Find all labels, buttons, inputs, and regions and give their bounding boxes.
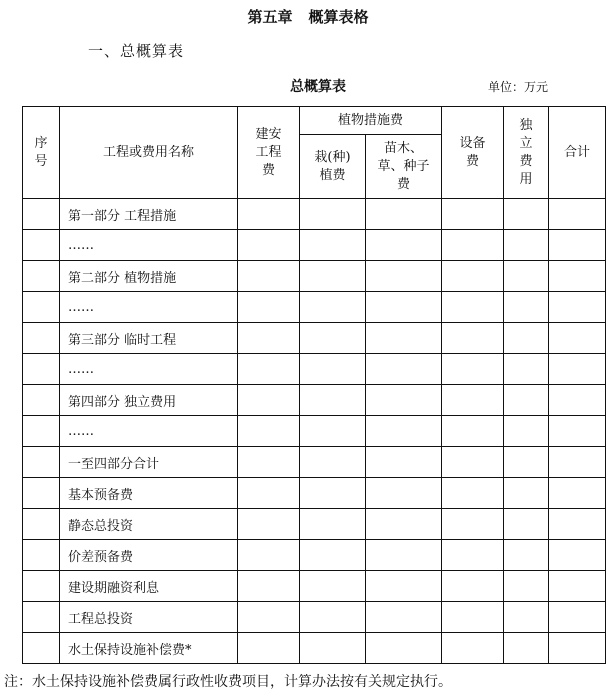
empty-cell xyxy=(300,261,366,292)
row-name: 第三部分 临时工程 xyxy=(60,323,238,354)
section-title: 一、总概算表 xyxy=(88,42,185,60)
empty-cell xyxy=(442,633,504,664)
empty-cell xyxy=(442,323,504,354)
empty-cell xyxy=(238,292,300,323)
row-name: 第一部分 工程措施 xyxy=(60,199,238,230)
header-name: 工程或费用名称 xyxy=(60,107,238,199)
header-total: 合计 xyxy=(549,107,606,199)
row-name: 一至四部分合计 xyxy=(60,447,238,478)
empty-cell xyxy=(300,230,366,261)
header-seq-text: 序号 xyxy=(34,135,48,169)
empty-cell xyxy=(504,230,549,261)
empty-cell xyxy=(504,571,549,602)
row-name: 水土保持设施补偿费* xyxy=(60,633,238,664)
empty-cell xyxy=(366,478,442,509)
empty-cell xyxy=(442,230,504,261)
table-row xyxy=(23,509,606,540)
empty-cell xyxy=(442,261,504,292)
empty-cell xyxy=(366,602,442,633)
empty-cell xyxy=(23,385,60,416)
header-equipment-text: 设备费 xyxy=(459,135,486,169)
empty-cell xyxy=(366,323,442,354)
table-row xyxy=(23,540,606,571)
empty-cell xyxy=(442,385,504,416)
empty-cell xyxy=(504,633,549,664)
empty-cell xyxy=(366,540,442,571)
empty-cell xyxy=(366,509,442,540)
empty-cell xyxy=(366,571,442,602)
empty-cell xyxy=(442,199,504,230)
empty-cell xyxy=(23,540,60,571)
row-name: 静态总投资 xyxy=(60,509,238,540)
empty-cell xyxy=(238,602,300,633)
empty-cell xyxy=(23,602,60,633)
table-row xyxy=(23,633,606,664)
empty-cell xyxy=(366,447,442,478)
empty-cell xyxy=(366,385,442,416)
empty-cell xyxy=(504,385,549,416)
empty-cell xyxy=(23,633,60,664)
header-independent-text: 独立费用 xyxy=(519,117,533,187)
table-row xyxy=(23,447,606,478)
empty-cell xyxy=(300,354,366,385)
empty-cell xyxy=(23,416,60,447)
empty-cell xyxy=(504,602,549,633)
empty-cell xyxy=(23,447,60,478)
empty-cell xyxy=(366,633,442,664)
empty-cell xyxy=(549,199,606,230)
header-independent xyxy=(504,107,549,199)
header-seedling-text: 苗木、草、种子费 xyxy=(377,140,430,192)
empty-cell xyxy=(366,354,442,385)
table-row xyxy=(23,354,606,385)
empty-cell xyxy=(549,354,606,385)
empty-cell xyxy=(238,323,300,354)
header-seq xyxy=(23,107,60,199)
empty-cell xyxy=(23,199,60,230)
empty-cell xyxy=(300,633,366,664)
empty-cell xyxy=(504,509,549,540)
row-name: 第二部分 植物措施 xyxy=(60,261,238,292)
row-name: …… xyxy=(60,416,238,447)
row-name: 工程总投资 xyxy=(60,602,238,633)
footnote: 注：水土保持设施补偿费属行政性收费项目，计算办法按有关规定执行。 xyxy=(4,674,452,690)
empty-cell xyxy=(23,478,60,509)
empty-cell xyxy=(504,447,549,478)
table-row xyxy=(23,602,606,633)
empty-cell xyxy=(549,447,606,478)
chapter-label: 第五章 xyxy=(247,8,293,26)
empty-cell xyxy=(238,354,300,385)
table-row xyxy=(23,323,606,354)
empty-cell xyxy=(442,478,504,509)
empty-cell xyxy=(442,416,504,447)
row-name: 第四部分 独立费用 xyxy=(60,385,238,416)
row-name: 基本预备费 xyxy=(60,478,238,509)
empty-cell xyxy=(442,602,504,633)
row-name: 价差预备费 xyxy=(60,540,238,571)
empty-cell xyxy=(23,571,60,602)
budget-table xyxy=(22,106,606,664)
empty-cell xyxy=(23,509,60,540)
empty-cell xyxy=(238,633,300,664)
header-seedling xyxy=(366,135,442,199)
empty-cell xyxy=(300,447,366,478)
row-name: …… xyxy=(60,354,238,385)
empty-cell xyxy=(238,199,300,230)
table-row xyxy=(23,416,606,447)
table-row xyxy=(23,199,606,230)
empty-cell xyxy=(23,323,60,354)
empty-cell xyxy=(23,230,60,261)
empty-cell xyxy=(23,261,60,292)
empty-cell xyxy=(300,416,366,447)
header-planting xyxy=(300,135,366,199)
empty-cell xyxy=(504,323,549,354)
empty-cell xyxy=(504,416,549,447)
header-construction xyxy=(238,107,300,199)
empty-cell xyxy=(300,509,366,540)
empty-cell xyxy=(366,230,442,261)
empty-cell xyxy=(300,385,366,416)
empty-cell xyxy=(300,478,366,509)
table-row xyxy=(23,261,606,292)
empty-cell xyxy=(23,292,60,323)
empty-cell xyxy=(300,292,366,323)
table-row xyxy=(23,292,606,323)
table-row xyxy=(23,478,606,509)
empty-cell xyxy=(238,230,300,261)
empty-cell xyxy=(366,199,442,230)
header-plant-group: 植物措施费 xyxy=(300,107,442,135)
empty-cell xyxy=(366,261,442,292)
empty-cell xyxy=(238,447,300,478)
row-name: …… xyxy=(60,230,238,261)
empty-cell xyxy=(442,354,504,385)
row-name: 建设期融资利息 xyxy=(60,571,238,602)
empty-cell xyxy=(549,478,606,509)
empty-cell xyxy=(442,447,504,478)
empty-cell xyxy=(549,540,606,571)
empty-cell xyxy=(23,354,60,385)
empty-cell xyxy=(238,540,300,571)
empty-cell xyxy=(238,509,300,540)
chapter-title: 概算表格 xyxy=(308,8,369,26)
table-title: 总概算表 xyxy=(290,79,346,95)
empty-cell xyxy=(442,509,504,540)
header-planting-text: 栽(种)植费 xyxy=(314,149,351,183)
empty-cell xyxy=(504,199,549,230)
empty-cell xyxy=(238,571,300,602)
empty-cell xyxy=(442,540,504,571)
table-row xyxy=(23,385,606,416)
table-row xyxy=(23,230,606,261)
empty-cell xyxy=(504,292,549,323)
empty-cell xyxy=(300,323,366,354)
empty-cell xyxy=(442,292,504,323)
chapter-heading xyxy=(0,6,616,27)
empty-cell xyxy=(504,478,549,509)
empty-cell xyxy=(300,571,366,602)
empty-cell xyxy=(238,261,300,292)
unit-label: 单位：万元 xyxy=(488,80,549,94)
empty-cell xyxy=(366,292,442,323)
empty-cell xyxy=(442,571,504,602)
empty-cell xyxy=(549,261,606,292)
header-construction-text: 建安工程费 xyxy=(255,126,282,178)
empty-cell xyxy=(504,354,549,385)
header-equipment xyxy=(442,107,504,199)
table-row xyxy=(23,571,606,602)
empty-cell xyxy=(549,385,606,416)
empty-cell xyxy=(504,261,549,292)
empty-cell xyxy=(549,509,606,540)
empty-cell xyxy=(300,199,366,230)
empty-cell xyxy=(549,602,606,633)
empty-cell xyxy=(549,633,606,664)
empty-cell xyxy=(300,602,366,633)
empty-cell xyxy=(300,540,366,571)
empty-cell xyxy=(549,416,606,447)
empty-cell xyxy=(238,478,300,509)
empty-cell xyxy=(549,230,606,261)
empty-cell xyxy=(549,292,606,323)
row-name: …… xyxy=(60,292,238,323)
empty-cell xyxy=(504,540,549,571)
empty-cell xyxy=(238,416,300,447)
empty-cell xyxy=(549,571,606,602)
empty-cell xyxy=(549,323,606,354)
empty-cell xyxy=(366,416,442,447)
empty-cell xyxy=(238,385,300,416)
